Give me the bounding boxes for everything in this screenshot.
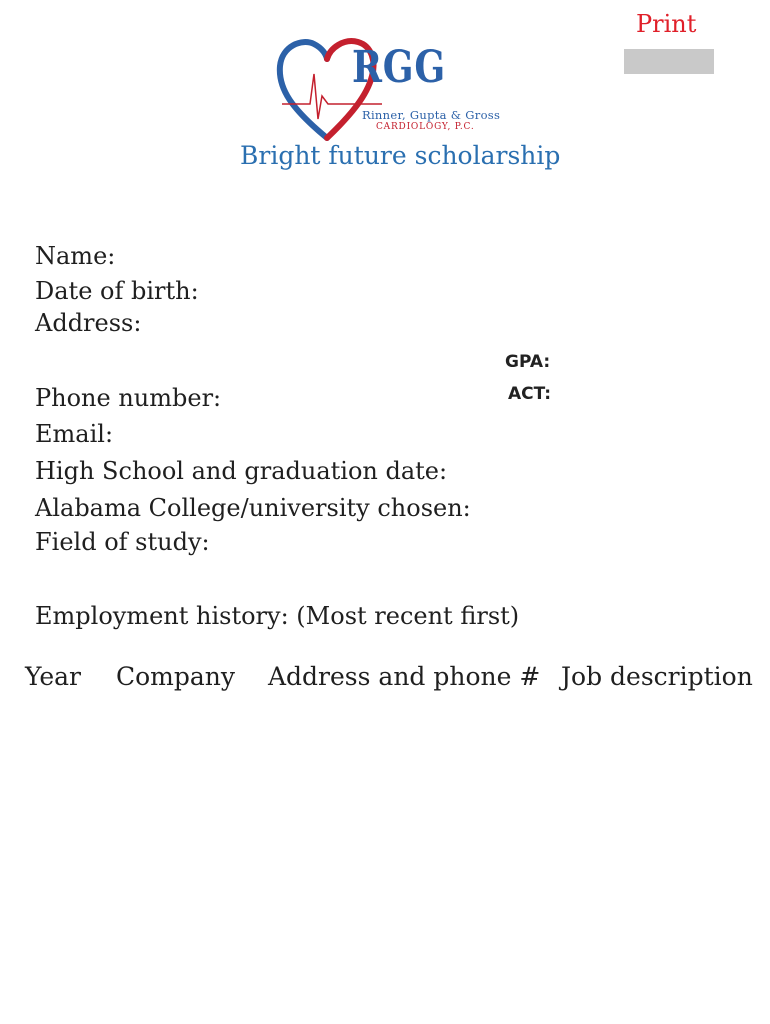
field-of-study-label: Field of study: — [35, 528, 210, 556]
high-school-label: High School and graduation date: — [35, 457, 448, 485]
address-label: Address: — [35, 309, 142, 337]
college-label: Alabama College/university chosen: — [35, 494, 471, 522]
gpa-label: GPA: — [505, 352, 551, 372]
print-link[interactable]: Print — [636, 10, 697, 38]
act-label: ACT: — [508, 384, 552, 404]
logo-subtitle: Rinner, Gupta & Gross — [362, 108, 501, 122]
email-label: Email: — [35, 420, 114, 448]
column-header-company: Company — [116, 662, 236, 691]
logo — [272, 34, 522, 144]
print-button[interactable] — [624, 49, 714, 74]
column-header-address: Address and phone # — [268, 662, 541, 691]
name-label: Name: — [35, 242, 116, 270]
dob-label: Date of birth: — [35, 277, 199, 305]
logo-text: RGG — [352, 42, 447, 93]
page-title: Bright future scholarship — [240, 141, 561, 170]
column-header-job-description: Job description — [561, 662, 753, 691]
employment-history-label: Employment history: (Most recent first) — [35, 602, 520, 630]
column-header-year: Year — [25, 662, 81, 691]
logo-subtitle-cardiology: CARDIOLOGY, P.C. — [376, 122, 475, 132]
phone-label: Phone number: — [35, 384, 222, 412]
